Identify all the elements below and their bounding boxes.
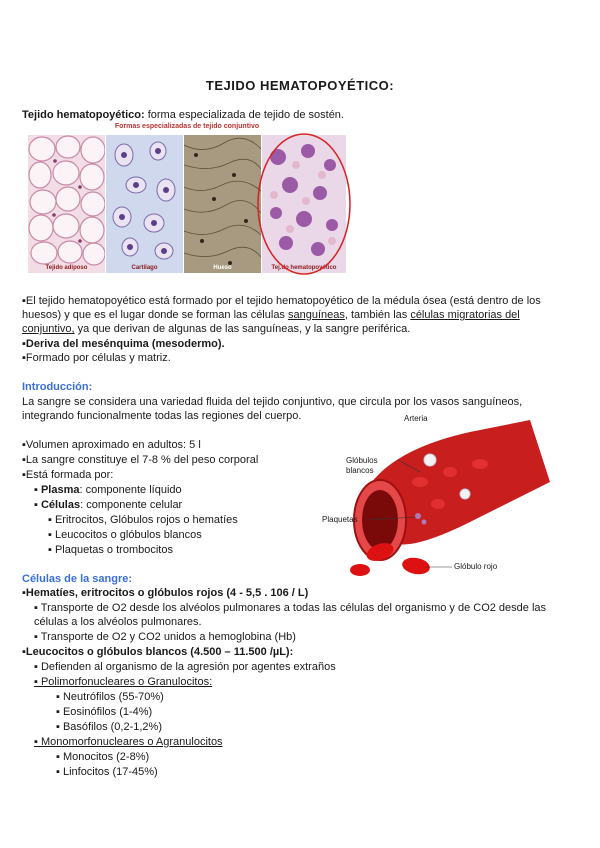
plasma-term: Plasma (40, 484, 80, 496)
linfocitos: ▪ Linfocitos (17-45%) (56, 766, 158, 778)
bullet-cells: ▪ Células: componente celular (34, 499, 183, 511)
hematies-item1-line1: ▪ Transporte de O2 desde los alvéolos pulmonares a todas las células del organismo y de CO2 desde las (34, 602, 547, 614)
leucocitos-agranulocitos: ▪ Monomorfonucleares o Agranulocitos (34, 736, 223, 748)
para1-underline-migratorias: células migratorias del (410, 309, 520, 321)
caption-adipose: Tejido adiposo (45, 265, 88, 271)
cells-desc: : componente celular (80, 499, 183, 511)
caption-cartilage: Cartílago (131, 265, 158, 271)
intro-line (22, 108, 587, 122)
bullet-percentage: ▪La sangre constituye el 7-8 % del peso corporal (22, 454, 259, 466)
page-title: TEJIDO HEMATOPOYÉTICO: (205, 78, 395, 93)
hematies-item1-line2: células a los alvéolos pulmonares. (34, 616, 202, 628)
intro-heading: Introducción: (22, 381, 93, 393)
neutrofilos: ▪ Neutrófilos (55-70%) (56, 691, 164, 703)
adipose-image (28, 135, 105, 273)
panel-adipose (28, 135, 105, 273)
cells-heading: Células de la sangre: (22, 573, 133, 585)
panel-cartilage (106, 135, 183, 273)
intro-para-line2: integrando funcionalmente todas las regiones del cuerpo. (22, 410, 302, 422)
cartilage-image (106, 135, 183, 273)
eosinofilos: ▪ Eosinófilos (1-4%) (56, 706, 153, 718)
bullet-composed: ▪Está formada por: (22, 469, 114, 481)
bone-image (184, 135, 261, 273)
intro-para-line1: La sangre se considera una variedad fluida del tejido conjuntivo, que circula por los vasos sanguíneos, (22, 396, 523, 408)
label-globulo-rojo: Glóbulo rojo (454, 562, 498, 571)
bullet-volume: ▪Volumen aproximado en adultos: 5 l (22, 439, 201, 451)
caption-bone: Hueso (213, 265, 232, 271)
highlight-circle (254, 130, 354, 278)
para1-line3 (22, 322, 410, 336)
leucocitos-item1: ▪ Defienden al organismo de la agresión por agentes extraños (34, 661, 336, 673)
artery-illustration (320, 412, 590, 588)
leucocitos-granulocitos: ▪ Polimorfonucleares o Granulocitos: (34, 676, 213, 688)
bullet-erythrocytes: ▪ Eritrocitos, Glóbulos rojos o hematíes (48, 514, 238, 526)
formado-line: ▪Formado por células y matriz. (22, 352, 171, 364)
hematies-heading: ▪Hematíes, eritrocitos o glóbulos rojos (4 - 5,5 . 106 / L) (22, 587, 309, 599)
label-plaquetas: Plaquetas (322, 515, 358, 524)
label-globulos-blancos-line2: blancos (346, 466, 374, 475)
para1-underline-sanguineas: sanguíneas (288, 309, 345, 321)
bullet-plasma: ▪ Plasma: componente líquido (34, 484, 182, 496)
cells-term: Células (40, 499, 81, 511)
panel-bone (184, 135, 261, 273)
figure-banner: Formas especializadas de tejido conjuntivo (114, 123, 260, 130)
para1-text: , también las (344, 309, 411, 321)
para1-line2 (22, 308, 520, 322)
hematies-item2: ▪ Transporte de O2 y CO2 unidos a hemoglobina (Hb) (34, 631, 296, 643)
caption-hematopoietic: Tej.do hematopoyético (271, 265, 337, 271)
monocitos: ▪ Monocitos (2-8%) (56, 751, 150, 763)
label-globulos-blancos (346, 456, 378, 476)
label-globulos-blancos-line1: Glóbulos (346, 456, 378, 465)
para1-underline-conjuntivo: conjuntivo, (22, 323, 75, 335)
deriva-line: ▪Deriva del mesénquima (mesodermo). (22, 338, 225, 350)
intro-definition: forma especializada de tejido de sostén. (144, 109, 344, 121)
basofilos: ▪ Basófilos (0,2-1,2%) (56, 721, 162, 733)
intro-term: Tejido hematopoyético: (22, 109, 145, 121)
label-arteria: Arteria (404, 414, 428, 423)
para1-line1: ▪El tejido hematopoyético está formado por el tejido hematopoyético de la médula ósea (está dentro de los (22, 295, 541, 307)
plasma-desc: : componente líquido (79, 484, 182, 496)
para1-text: ya que derivan de algunas de las sanguíneas, y la sangre periférica. (74, 323, 411, 335)
para1-text: huesos) y que es el lugar donde se forman las células (22, 309, 288, 321)
bullet-platelets: ▪ Plaquetas o trombocitos (48, 544, 173, 556)
bullet-leukocytes: ▪ Leucocitos o glóbulos blancos (48, 529, 202, 541)
leucocitos-heading: ▪Leucocitos o glóbulos blancos (4.500 – 11.500 /µL): (22, 646, 294, 658)
